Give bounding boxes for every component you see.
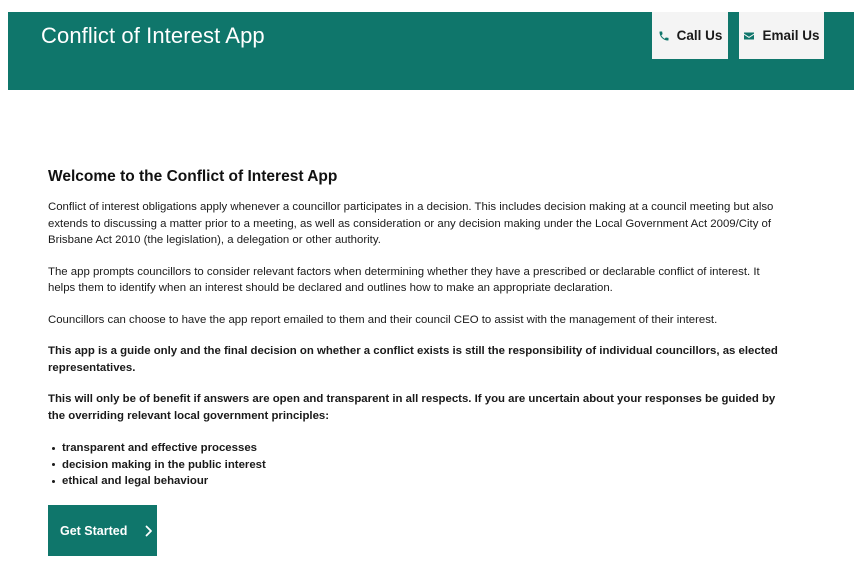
call-us-label: Call Us	[676, 28, 723, 43]
bullet-icon	[52, 480, 55, 483]
list-item	[48, 473, 778, 490]
get-started-label: Get Started	[60, 523, 128, 538]
principles-list	[48, 440, 778, 490]
report-paragraph: Councillors can choose to have the app report emailed to them and their council CEO to assist with the management of their interest.	[48, 313, 718, 326]
phone-icon	[658, 30, 670, 42]
list-item	[48, 440, 778, 457]
chevron-right-icon	[145, 525, 153, 537]
principle-text: decision making in the public interest	[62, 458, 266, 471]
call-us-button[interactable]	[652, 12, 728, 59]
list-item	[48, 457, 778, 474]
guide-disclaimer: This app is a guide only and the final decision on whether a conflict exists is still the responsibility of individual councillors, as elected representatives.	[48, 345, 778, 374]
principle-text: ethical and legal behaviour	[62, 475, 209, 487]
bullet-icon	[52, 447, 55, 450]
principles-intro: This will only be of benefit if answers are open and transparent in all respects. If you are uncertain about your responses be guided by the overriding relevant local government principles:	[48, 393, 776, 422]
email-us-button[interactable]	[739, 12, 824, 59]
main-content	[48, 167, 778, 490]
get-started-button[interactable]	[48, 505, 157, 556]
principle-text: transparent and effective processes	[62, 442, 257, 454]
app-prompts-paragraph: The app prompts councillors to consider relevant factors when determining whether they have a prescribed or declarable conflict of interest. It helps them to identify when an interest should be declared and outlines how to make an appropriate declaration.	[48, 265, 760, 294]
page-title: Welcome to the Conflict of Interest App	[48, 168, 338, 185]
bullet-icon	[52, 463, 55, 466]
email-us-label: Email Us	[762, 28, 820, 43]
intro-paragraph: Conflict of interest obligations apply whenever a councillor participates in a decision. This includes decision making at a council meeting but also extends to discussing a matter prior to a meeting, as well as consideration or any decision making under the Local Government Act 2009/City of Brisbane Act 2010 (the legislation), a delegation or other authority.	[48, 201, 774, 246]
envelope-icon	[743, 30, 755, 42]
app-header	[8, 12, 854, 90]
app-title: Conflict of Interest App	[41, 23, 265, 48]
